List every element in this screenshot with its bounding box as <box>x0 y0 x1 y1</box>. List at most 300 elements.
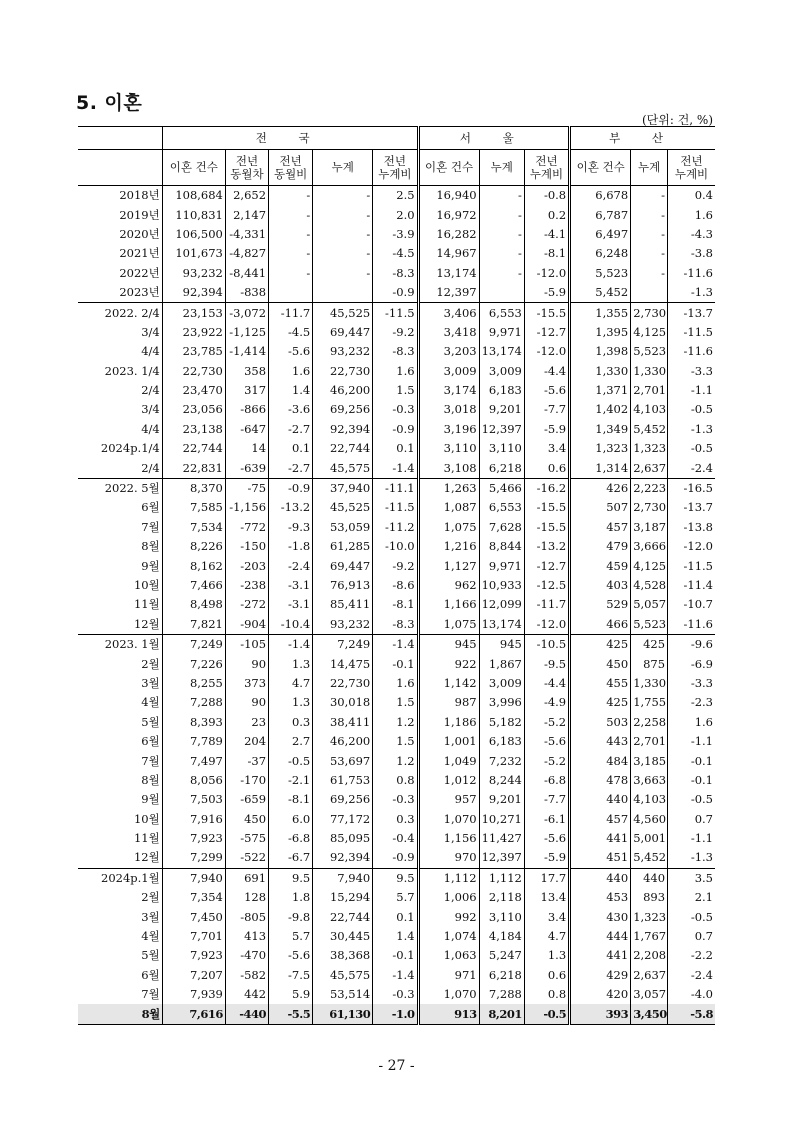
table-row <box>78 771 715 790</box>
data-cell: 13,174 <box>479 342 524 361</box>
divorce-statistics-table <box>78 126 715 1025</box>
data-cell: 1,216 <box>418 537 479 556</box>
data-cell: 23,056 <box>162 400 225 419</box>
data-cell: 13,174 <box>479 615 524 635</box>
table-row <box>78 342 715 361</box>
data-cell: 45,525 <box>313 303 373 323</box>
data-cell: 0.6 <box>524 966 569 985</box>
row-label: 7월 <box>141 753 160 768</box>
data-cell: 2,701 <box>631 732 668 751</box>
data-cell: 7,503 <box>162 790 225 809</box>
data-cell: -3.6 <box>269 400 313 419</box>
data-cell: -2.4 <box>668 966 715 985</box>
row-label: 8월 <box>141 772 160 787</box>
data-cell: -0.8 <box>524 186 569 206</box>
data-cell: 2.7 <box>269 732 313 751</box>
data-cell: 23,470 <box>162 381 225 400</box>
table-row <box>78 362 715 381</box>
table-row <box>78 907 715 926</box>
data-cell: 0.1 <box>269 439 313 458</box>
table-row <box>78 868 715 888</box>
data-cell: - <box>631 225 668 244</box>
data-cell: -1.3 <box>668 848 715 868</box>
data-cell: 22,730 <box>162 362 225 381</box>
data-cell: -5.6 <box>524 829 569 848</box>
data-cell: -582 <box>225 966 268 985</box>
data-cell: 1.4 <box>269 381 313 400</box>
data-cell: - <box>631 244 668 263</box>
table-row <box>78 985 715 1004</box>
data-cell: 53,059 <box>313 518 373 537</box>
data-cell: 108,684 <box>162 186 225 206</box>
data-cell: 61,130 <box>313 1004 373 1024</box>
data-cell: 16,972 <box>418 205 479 224</box>
table-row <box>78 244 715 263</box>
data-cell: -0.1 <box>668 751 715 770</box>
data-cell: 6,218 <box>479 966 524 985</box>
data-cell: 22,730 <box>313 674 373 693</box>
data-cell: -203 <box>225 556 268 575</box>
data-cell: -4,827 <box>225 244 268 263</box>
data-cell: 0.2 <box>524 205 569 224</box>
data-cell: 3,110 <box>479 439 524 458</box>
data-cell: -6.1 <box>524 810 569 829</box>
data-cell: 2.0 <box>373 205 418 224</box>
data-cell: 7,701 <box>162 927 225 946</box>
col-busan-cumrate: 전년 누계비 <box>668 150 715 186</box>
data-cell: 1.6 <box>668 205 715 224</box>
data-cell: 5,001 <box>631 829 668 848</box>
data-cell: 1,263 <box>418 478 479 498</box>
data-cell: 1,355 <box>570 303 631 323</box>
data-cell: -1.4 <box>269 634 313 654</box>
data-cell: 7,534 <box>162 518 225 537</box>
data-cell: 945 <box>479 634 524 654</box>
table-row <box>78 732 715 751</box>
data-cell: -13.2 <box>269 498 313 517</box>
data-cell: 1,767 <box>631 927 668 946</box>
row-label: 3/4 <box>141 324 160 339</box>
data-cell: 1,349 <box>570 420 631 439</box>
row-label: 7월 <box>141 987 160 1002</box>
data-cell: 4.7 <box>269 674 313 693</box>
data-cell: 3,666 <box>631 537 668 556</box>
data-cell: 23,922 <box>162 323 225 342</box>
table-row <box>78 556 715 575</box>
data-cell: 7,940 <box>313 868 373 888</box>
data-cell: 7,299 <box>162 848 225 868</box>
data-cell: 6,248 <box>570 244 631 263</box>
data-cell: 14,475 <box>313 654 373 673</box>
data-cell <box>479 283 524 303</box>
data-cell: 5,523 <box>631 342 668 361</box>
table-row <box>78 478 715 498</box>
data-cell: -838 <box>225 283 268 303</box>
data-cell: 45,575 <box>313 458 373 478</box>
data-cell: -0.3 <box>373 790 418 809</box>
data-cell: 5,452 <box>631 420 668 439</box>
data-cell: 4,560 <box>631 810 668 829</box>
table-row <box>78 576 715 595</box>
data-cell: 3,009 <box>418 362 479 381</box>
data-cell: 7,497 <box>162 751 225 770</box>
data-cell: 8,370 <box>162 478 225 498</box>
data-cell: 1.4 <box>373 927 418 946</box>
data-cell: 444 <box>570 927 631 946</box>
table-row <box>78 751 715 770</box>
data-cell: 8,244 <box>479 771 524 790</box>
data-cell: 10,933 <box>479 576 524 595</box>
data-cell: 2,118 <box>479 888 524 907</box>
data-cell: -1,414 <box>225 342 268 361</box>
data-cell: 1,142 <box>418 674 479 693</box>
data-cell: - <box>313 244 373 263</box>
data-cell: 8,393 <box>162 713 225 732</box>
data-cell: 0.1 <box>373 439 418 458</box>
data-cell: 413 <box>225 927 268 946</box>
data-cell: 6,553 <box>479 498 524 517</box>
col-national-cumrate: 전년 누계비 <box>373 150 418 186</box>
data-cell: -5.9 <box>524 420 569 439</box>
data-cell: 3.4 <box>524 907 569 926</box>
data-cell: 22,744 <box>313 907 373 926</box>
data-cell: 16,940 <box>418 186 479 206</box>
data-cell: 77,172 <box>313 810 373 829</box>
data-cell: -1,156 <box>225 498 268 517</box>
data-cell: 3,009 <box>479 362 524 381</box>
data-cell: 23,138 <box>162 420 225 439</box>
row-label: 2023. 1/4 <box>104 363 160 378</box>
data-cell: 1,087 <box>418 498 479 517</box>
data-cell: 1,063 <box>418 946 479 965</box>
data-cell: 1.6 <box>269 362 313 381</box>
data-cell: 61,753 <box>313 771 373 790</box>
data-cell: 4.7 <box>524 927 569 946</box>
data-cell: 4,125 <box>631 556 668 575</box>
data-cell: 441 <box>570 829 631 848</box>
data-cell: 1,156 <box>418 829 479 848</box>
data-cell: -0.3 <box>373 985 418 1004</box>
data-cell: -4.5 <box>269 323 313 342</box>
table-row <box>78 810 715 829</box>
table-row <box>78 634 715 654</box>
data-cell: 945 <box>418 634 479 654</box>
data-cell: 1,402 <box>570 400 631 419</box>
page-number: - 27 - <box>378 1058 415 1074</box>
data-cell <box>313 283 373 303</box>
data-cell: -2.7 <box>269 458 313 478</box>
data-cell: 9.5 <box>373 868 418 888</box>
data-cell: -170 <box>225 771 268 790</box>
data-cell: 0.3 <box>269 713 313 732</box>
data-cell: 106,500 <box>162 225 225 244</box>
data-cell: 7,821 <box>162 615 225 635</box>
row-label: 9월 <box>141 558 160 573</box>
data-cell: 8,162 <box>162 556 225 575</box>
data-cell: 16,282 <box>418 225 479 244</box>
data-cell: - <box>631 264 668 283</box>
row-label: 6월 <box>141 500 160 515</box>
stub-header-2 <box>78 150 162 186</box>
data-cell: 529 <box>570 595 631 614</box>
row-label: 2024p.1월 <box>78 868 162 888</box>
data-cell: -7.5 <box>269 966 313 985</box>
data-cell: 3.4 <box>524 439 569 458</box>
data-cell: 922 <box>418 654 479 673</box>
data-cell: 5,182 <box>479 713 524 732</box>
data-cell: 1,012 <box>418 771 479 790</box>
data-cell: - <box>479 186 524 206</box>
row-label: 9월 <box>141 792 160 807</box>
data-cell: 10,271 <box>479 810 524 829</box>
data-cell: 453 <box>570 888 631 907</box>
data-cell: -470 <box>225 946 268 965</box>
data-cell: 3,996 <box>479 693 524 712</box>
data-cell: -15.5 <box>524 498 569 517</box>
row-label: 6월 <box>141 734 160 749</box>
data-cell: 8,226 <box>162 537 225 556</box>
data-cell: 1,330 <box>631 674 668 693</box>
data-cell: - <box>631 186 668 206</box>
data-cell: 7,628 <box>479 518 524 537</box>
data-cell: 7,616 <box>162 1004 225 1024</box>
data-cell: -4.5 <box>373 244 418 263</box>
data-cell: 15,294 <box>313 888 373 907</box>
data-cell: 1,330 <box>631 362 668 381</box>
data-cell: 393 <box>570 1004 631 1024</box>
table-row <box>78 888 715 907</box>
data-cell: 14,967 <box>418 244 479 263</box>
data-cell: 3,018 <box>418 400 479 419</box>
data-cell: 45,525 <box>313 498 373 517</box>
table-row <box>78 225 715 244</box>
table-row <box>78 381 715 400</box>
data-cell: 69,447 <box>313 323 373 342</box>
data-cell: -12.7 <box>524 323 569 342</box>
data-cell: -11.5 <box>373 498 418 517</box>
data-cell: 1,166 <box>418 595 479 614</box>
data-cell: -5.2 <box>524 751 569 770</box>
data-cell: -1.3 <box>668 420 715 439</box>
data-cell: 1.6 <box>373 674 418 693</box>
table-row <box>78 323 715 342</box>
data-cell: 0.7 <box>668 810 715 829</box>
col-seoul-cumrate: 전년 누계비 <box>524 150 569 186</box>
table-row <box>78 303 715 323</box>
data-cell: 7,450 <box>162 907 225 926</box>
data-cell: - <box>269 264 313 283</box>
data-cell: -0.5 <box>668 907 715 926</box>
data-cell: -12.0 <box>524 615 569 635</box>
data-cell: -0.4 <box>373 829 418 848</box>
data-cell: 1,075 <box>418 518 479 537</box>
data-cell: -16.2 <box>524 478 569 498</box>
data-cell: 3,110 <box>479 907 524 926</box>
data-cell <box>269 283 313 303</box>
data-cell: 93,232 <box>313 615 373 635</box>
data-cell: -6.9 <box>668 654 715 673</box>
data-cell: -0.5 <box>269 751 313 770</box>
row-label: 2023년 <box>119 285 160 300</box>
row-label: 3/4 <box>141 402 160 417</box>
row-label: 5월 <box>141 948 160 963</box>
data-cell: 426 <box>570 478 631 498</box>
data-cell: 8,844 <box>479 537 524 556</box>
data-cell: 450 <box>570 654 631 673</box>
data-cell: -9.6 <box>668 634 715 654</box>
row-label: 2022. 5월 <box>78 478 162 498</box>
data-cell: 455 <box>570 674 631 693</box>
data-cell: -1.1 <box>668 829 715 848</box>
data-cell: -1.1 <box>668 381 715 400</box>
data-cell: 0.7 <box>668 927 715 946</box>
data-cell: - <box>631 205 668 224</box>
data-cell: 5,466 <box>479 478 524 498</box>
data-cell: 4,528 <box>631 576 668 595</box>
data-cell: 3,203 <box>418 342 479 361</box>
data-cell: 45,575 <box>313 966 373 985</box>
row-label: 2월 <box>141 890 160 905</box>
data-cell: 957 <box>418 790 479 809</box>
data-cell: 1,186 <box>418 713 479 732</box>
data-cell: -4.4 <box>524 362 569 381</box>
data-cell: 1,314 <box>570 458 631 478</box>
data-cell: 425 <box>570 634 631 654</box>
data-cell: -8.1 <box>524 244 569 263</box>
data-cell: -4.9 <box>524 693 569 712</box>
data-cell: 0.8 <box>524 985 569 1004</box>
data-cell: 30,018 <box>313 693 373 712</box>
data-cell: -5.6 <box>524 381 569 400</box>
table-row <box>78 966 715 985</box>
data-cell: 7,789 <box>162 732 225 751</box>
data-cell: 2,637 <box>631 458 668 478</box>
data-cell: 6,218 <box>479 458 524 478</box>
data-cell: -11.6 <box>668 342 715 361</box>
data-cell: -2.4 <box>269 556 313 575</box>
table-row <box>78 458 715 478</box>
data-cell: 2,223 <box>631 478 668 498</box>
data-cell: 6,497 <box>570 225 631 244</box>
table-row <box>78 829 715 848</box>
section-title: 5. 이혼 <box>76 92 143 114</box>
data-cell: 484 <box>570 751 631 770</box>
data-cell: 76,913 <box>313 576 373 595</box>
data-cell: 92,394 <box>162 283 225 303</box>
data-cell: 53,697 <box>313 751 373 770</box>
data-cell: -0.3 <box>373 400 418 419</box>
data-cell: 7,354 <box>162 888 225 907</box>
data-cell: 14 <box>225 439 268 458</box>
data-cell: -1,125 <box>225 323 268 342</box>
data-cell: 13,174 <box>418 264 479 283</box>
data-cell: 478 <box>570 771 631 790</box>
data-cell: -0.9 <box>373 848 418 868</box>
data-cell: 691 <box>225 868 268 888</box>
row-label: 4/4 <box>141 421 160 436</box>
col-busan-count: 이혼 건수 <box>570 150 631 186</box>
data-cell: 23 <box>225 713 268 732</box>
data-cell: -5.6 <box>269 946 313 965</box>
row-label: 10월 <box>133 811 160 826</box>
data-cell: 7,466 <box>162 576 225 595</box>
row-label: 2월 <box>141 656 160 671</box>
data-cell: 9.5 <box>269 868 313 888</box>
row-label: 2018년 <box>119 188 160 203</box>
data-cell: -866 <box>225 400 268 419</box>
row-label: 2/4 <box>141 460 160 475</box>
data-cell: 3,174 <box>418 381 479 400</box>
col-busan-cum: 누계 <box>631 150 668 186</box>
data-cell: -3.8 <box>668 244 715 263</box>
data-cell: 6,183 <box>479 732 524 751</box>
data-cell: 6,183 <box>479 381 524 400</box>
data-cell: -0.1 <box>373 946 418 965</box>
data-cell: 913 <box>418 1004 479 1024</box>
data-cell: 3,187 <box>631 518 668 537</box>
data-cell: 0.6 <box>524 458 569 478</box>
data-cell: -4.4 <box>524 674 569 693</box>
data-cell: 2,730 <box>631 303 668 323</box>
data-cell: -904 <box>225 615 268 635</box>
table-row <box>78 693 715 712</box>
data-cell: -1.4 <box>373 634 418 654</box>
row-label: 2020년 <box>119 226 160 241</box>
data-cell: -4.1 <box>524 225 569 244</box>
row-label: 8월 <box>141 539 160 554</box>
row-label: 3월 <box>141 909 160 924</box>
data-cell: -11.6 <box>668 615 715 635</box>
data-cell: 440 <box>570 790 631 809</box>
data-cell: 1,323 <box>631 439 668 458</box>
data-cell: -12.7 <box>524 556 569 575</box>
data-cell: -3.1 <box>269 576 313 595</box>
column-header-row <box>78 150 715 186</box>
table-body <box>78 186 715 1025</box>
data-cell: -11.2 <box>373 518 418 537</box>
data-cell: 893 <box>631 888 668 907</box>
data-cell: 5,523 <box>570 264 631 283</box>
data-cell: 3,185 <box>631 751 668 770</box>
data-cell: 61,285 <box>313 537 373 556</box>
data-cell: -0.9 <box>373 283 418 303</box>
data-cell: 1,001 <box>418 732 479 751</box>
data-cell: 1.3 <box>269 654 313 673</box>
data-cell: 6.0 <box>269 810 313 829</box>
data-cell: - <box>313 205 373 224</box>
data-cell: 7,916 <box>162 810 225 829</box>
table-row <box>78 498 715 517</box>
data-cell: 2,701 <box>631 381 668 400</box>
data-cell: -3.9 <box>373 225 418 244</box>
table-row <box>78 946 715 965</box>
data-cell: 3,406 <box>418 303 479 323</box>
data-cell: -440 <box>225 1004 268 1024</box>
data-cell: 425 <box>631 634 668 654</box>
row-label: 4/4 <box>141 344 160 359</box>
table-row <box>78 848 715 868</box>
data-cell: -10.0 <box>373 537 418 556</box>
data-cell: 38,368 <box>313 946 373 965</box>
table-row <box>78 400 715 419</box>
data-cell: - <box>269 186 313 206</box>
data-cell: 1,112 <box>479 868 524 888</box>
data-cell: 90 <box>225 693 268 712</box>
data-cell <box>631 283 668 303</box>
data-cell: 1,074 <box>418 927 479 946</box>
data-cell: -1.4 <box>373 458 418 478</box>
data-cell: 2,147 <box>225 205 268 224</box>
